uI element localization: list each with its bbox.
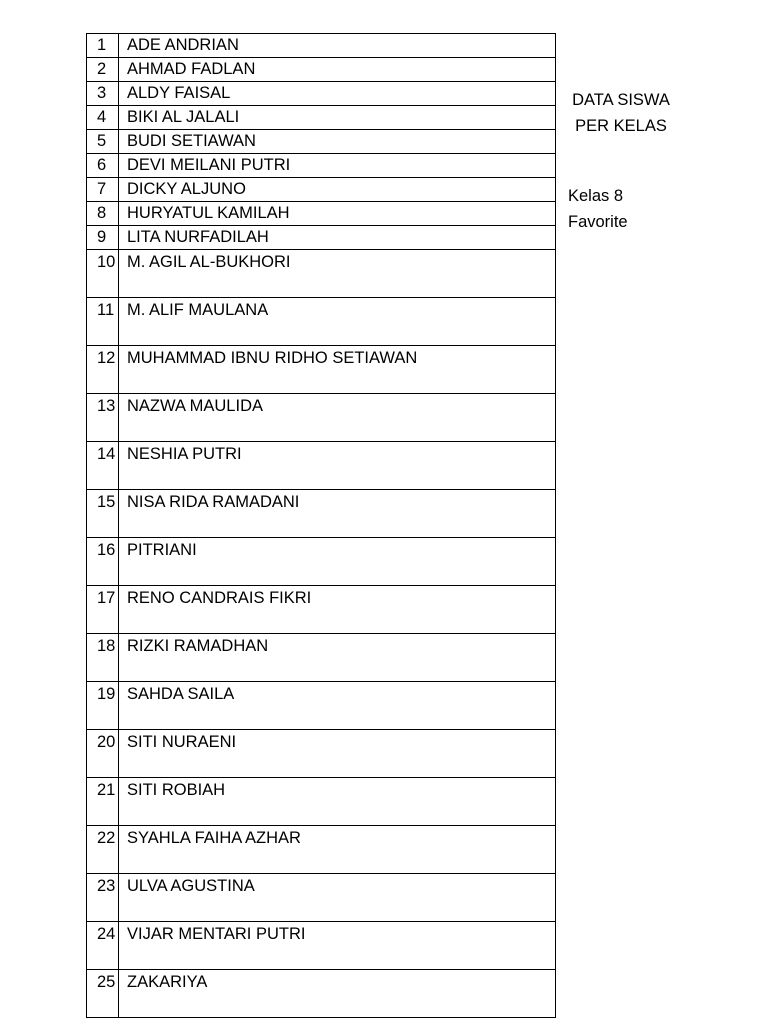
document-title-line-2: PER KELAS bbox=[575, 117, 667, 135]
table-row bbox=[87, 106, 556, 130]
row-number: 14 bbox=[87, 442, 119, 490]
row-number: 7 bbox=[87, 178, 119, 202]
table-row bbox=[87, 82, 556, 106]
student-name: MUHAMMAD IBNU RIDHO SETIAWAN bbox=[119, 346, 556, 394]
student-name: BIKI AL JALALI bbox=[119, 106, 556, 130]
student-name: ADE ANDRIAN bbox=[119, 34, 556, 58]
student-name: PITRIANI bbox=[119, 538, 556, 586]
row-number: 2 bbox=[87, 58, 119, 82]
table-row bbox=[87, 442, 556, 490]
student-name: M. AGIL AL-BUKHORI bbox=[119, 250, 556, 298]
student-name: RENO CANDRAIS FIKRI bbox=[119, 586, 556, 634]
table-row bbox=[87, 58, 556, 82]
row-number: 1 bbox=[87, 34, 119, 58]
student-name: SITI ROBIAH bbox=[119, 778, 556, 826]
row-number: 24 bbox=[87, 922, 119, 970]
document-title bbox=[566, 87, 676, 139]
student-name: DEVI MEILANI PUTRI bbox=[119, 154, 556, 178]
student-name: RIZKI RAMADHAN bbox=[119, 634, 556, 682]
document-title-line-1: DATA SISWA bbox=[572, 91, 670, 109]
row-number: 8 bbox=[87, 202, 119, 226]
student-name: AHMAD FADLAN bbox=[119, 58, 556, 82]
row-number: 20 bbox=[87, 730, 119, 778]
row-number: 15 bbox=[87, 490, 119, 538]
student-name: NESHIA PUTRI bbox=[119, 442, 556, 490]
table-row bbox=[87, 634, 556, 682]
table-row bbox=[87, 202, 556, 226]
class-note-line-1: Kelas 8 bbox=[568, 187, 624, 205]
table-row bbox=[87, 490, 556, 538]
table-row bbox=[87, 226, 556, 250]
student-name: ALDY FAISAL bbox=[119, 82, 556, 106]
row-number: 6 bbox=[87, 154, 119, 178]
row-number: 25 bbox=[87, 970, 119, 1018]
row-number: 16 bbox=[87, 538, 119, 586]
student-name: LITA NURFADILAH bbox=[119, 226, 556, 250]
class-note-line-2: Favorite bbox=[568, 213, 628, 231]
row-number: 10 bbox=[87, 250, 119, 298]
table-row bbox=[87, 154, 556, 178]
student-name: BUDI SETIAWAN bbox=[119, 130, 556, 154]
row-number: 11 bbox=[87, 298, 119, 346]
row-number: 23 bbox=[87, 874, 119, 922]
table-row bbox=[87, 178, 556, 202]
student-name: ULVA AGUSTINA bbox=[119, 874, 556, 922]
table-row bbox=[87, 586, 556, 634]
table-row bbox=[87, 394, 556, 442]
student-table bbox=[86, 33, 556, 1018]
row-number: 21 bbox=[87, 778, 119, 826]
table-row bbox=[87, 730, 556, 778]
row-number: 19 bbox=[87, 682, 119, 730]
table-row bbox=[87, 346, 556, 394]
table-row bbox=[87, 538, 556, 586]
row-number: 3 bbox=[87, 82, 119, 106]
row-number: 9 bbox=[87, 226, 119, 250]
row-number: 17 bbox=[87, 586, 119, 634]
table-row bbox=[87, 34, 556, 58]
student-name: ZAKARIYA bbox=[119, 970, 556, 1018]
class-note bbox=[568, 183, 688, 235]
student-name: SYAHLA FAIHA AZHAR bbox=[119, 826, 556, 874]
table-row bbox=[87, 970, 556, 1018]
table-row bbox=[87, 130, 556, 154]
table-row bbox=[87, 682, 556, 730]
student-name: SAHDA SAILA bbox=[119, 682, 556, 730]
student-name: DICKY ALJUNO bbox=[119, 178, 556, 202]
row-number: 22 bbox=[87, 826, 119, 874]
row-number: 4 bbox=[87, 106, 119, 130]
table-row bbox=[87, 298, 556, 346]
table-row bbox=[87, 826, 556, 874]
student-name: M. ALIF MAULANA bbox=[119, 298, 556, 346]
row-number: 13 bbox=[87, 394, 119, 442]
row-number: 5 bbox=[87, 130, 119, 154]
table-row bbox=[87, 778, 556, 826]
table-row bbox=[87, 250, 556, 298]
table-row bbox=[87, 874, 556, 922]
student-name: VIJAR MENTARI PUTRI bbox=[119, 922, 556, 970]
table-row bbox=[87, 922, 556, 970]
student-name: SITI NURAENI bbox=[119, 730, 556, 778]
student-name: HURYATUL KAMILAH bbox=[119, 202, 556, 226]
row-number: 18 bbox=[87, 634, 119, 682]
student-table-body bbox=[87, 34, 556, 1018]
student-name: NISA RIDA RAMADANI bbox=[119, 490, 556, 538]
row-number: 12 bbox=[87, 346, 119, 394]
student-name: NAZWA MAULIDA bbox=[119, 394, 556, 442]
